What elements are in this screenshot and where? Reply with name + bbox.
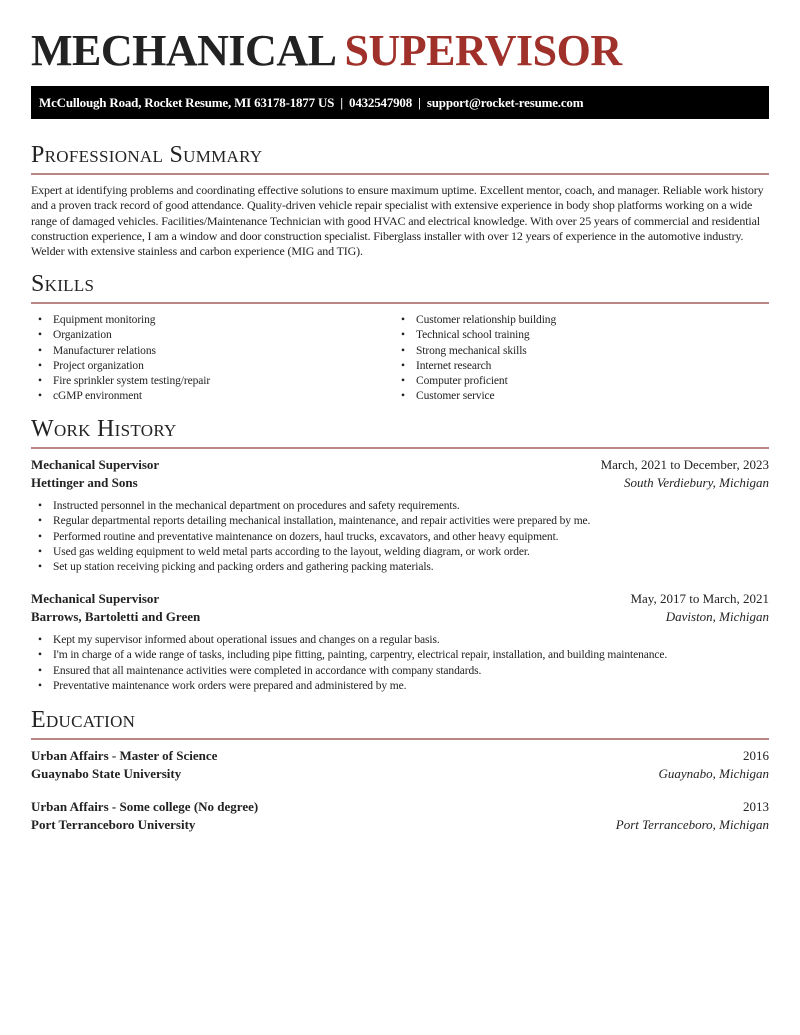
skill-item: • Organization <box>31 328 394 343</box>
education-entry <box>31 798 769 834</box>
job-location: South Verdiebury, Michigan <box>623 475 769 490</box>
job-bullets <box>31 499 769 575</box>
job-dates: May, 2017 to March, 2021 <box>630 591 769 606</box>
job-location: Daviston, Michigan <box>665 609 769 624</box>
contact-bar <box>31 86 769 119</box>
degree: Urban Affairs - Some college (No degree) <box>31 799 259 814</box>
contact-info: McCullough Road, Rocket Resume, MI 63178-1877 US | 0432547908 | support@rocket-resume.com <box>39 95 584 110</box>
title-part1: MECHANICAL <box>31 26 335 75</box>
degree: Urban Affairs - Master of Science <box>31 748 218 763</box>
divider <box>31 738 769 740</box>
job-bullet: • Kept my supervisor informed about operational issues and changes on a regular basis. <box>31 633 769 648</box>
job-title: Mechanical Supervisor <box>31 457 160 472</box>
job-entry <box>31 590 769 694</box>
divider <box>31 447 769 449</box>
skill-item: • cGMP environment <box>31 389 394 404</box>
job-bullet: • Preventative maintenance work orders were prepared and administered by me. <box>31 679 769 694</box>
job-bullet: • Used gas welding equipment to weld metal parts according to the layout, welding diagram, or work order. <box>31 545 769 560</box>
job-bullet: • I'm in charge of a wide range of tasks, including pipe fitting, painting, carpentry, electrical repair, installation, and building maintenance. <box>31 648 769 663</box>
education-entry <box>31 747 769 783</box>
skill-item: • Fire sprinkler system testing/repair <box>31 374 394 389</box>
resume-title <box>31 26 769 76</box>
school: Port Terranceboro University <box>31 817 196 832</box>
section-heading: Education <box>31 707 136 733</box>
section-heading: Skills <box>31 271 95 297</box>
skill-item: • Customer relationship building <box>394 313 757 328</box>
skill-item: • Strong mechanical skills <box>394 344 757 359</box>
skills-section <box>31 270 769 405</box>
job-bullet: • Ensured that all maintenance activities were completed in accordance with company standards. <box>31 664 769 679</box>
job-entry <box>31 456 769 575</box>
skill-item: • Internet research <box>394 359 757 374</box>
edu-location: Guaynabo, Michigan <box>658 766 769 781</box>
job-dates: March, 2021 to December, 2023 <box>600 457 769 472</box>
divider <box>31 173 769 175</box>
job-bullet: • Set up station receiving picking and packing orders and gathering packing materials. <box>31 560 769 575</box>
job-bullet: • Regular departmental reports detailing mechanical installation, maintenance, and repair activities were prepared by me. <box>31 514 769 529</box>
skills-list-left <box>31 313 394 405</box>
skill-item: • Project organization <box>31 359 394 374</box>
job-bullet: • Instructed personnel in the mechanical department on procedures and safety requirements. <box>31 499 769 514</box>
section-heading: Work History <box>31 416 177 442</box>
skills-list-right <box>394 313 757 405</box>
job-title: Mechanical Supervisor <box>31 591 160 606</box>
skill-item: • Equipment monitoring <box>31 313 394 328</box>
summary-text: Expert at identifying problems and coordinating effective solutions to ensure maximum uptime. Excellent mentor, coach, and manager. Reliable work history and a proven track record of good attendance. Quality-driven vehicle repair specialist with extensive experience in body shop platforms working on a wide range of damaged vehicles. Facilities/Maintenance Technician with good HVAC and electrical knowledge. With over 25 years of commercial and residential construction experience, I am a window and door construction specialist. Fiberglass installer with over 12 years of experience in the automotive industry. Welder with extensive stainless and carbon experience (MIG and TIG). <box>31 183 764 259</box>
school: Guaynabo State University <box>31 766 182 781</box>
summary-section <box>31 141 769 259</box>
title-part2: SUPERVISOR <box>344 26 622 75</box>
work-section <box>31 415 769 449</box>
divider <box>31 302 769 304</box>
job-bullet: • Performed routine and preventative maintenance on dozers, haul trucks, excavators, and other heavy equipment. <box>31 530 769 545</box>
job-bullets <box>31 633 769 694</box>
education-section <box>31 706 769 740</box>
edu-year: 2013 <box>743 799 769 814</box>
skill-item: • Technical school training <box>394 328 757 343</box>
skill-item: • Computer proficient <box>394 374 757 389</box>
skill-item: • Manufacturer relations <box>31 344 394 359</box>
section-heading: Professional Summary <box>31 142 263 168</box>
edu-year: 2016 <box>743 748 769 763</box>
job-company: Hettinger and Sons <box>31 475 138 490</box>
edu-location: Port Terranceboro, Michigan <box>615 817 769 832</box>
skill-item: • Customer service <box>394 389 757 404</box>
job-company: Barrows, Bartoletti and Green <box>31 609 201 624</box>
